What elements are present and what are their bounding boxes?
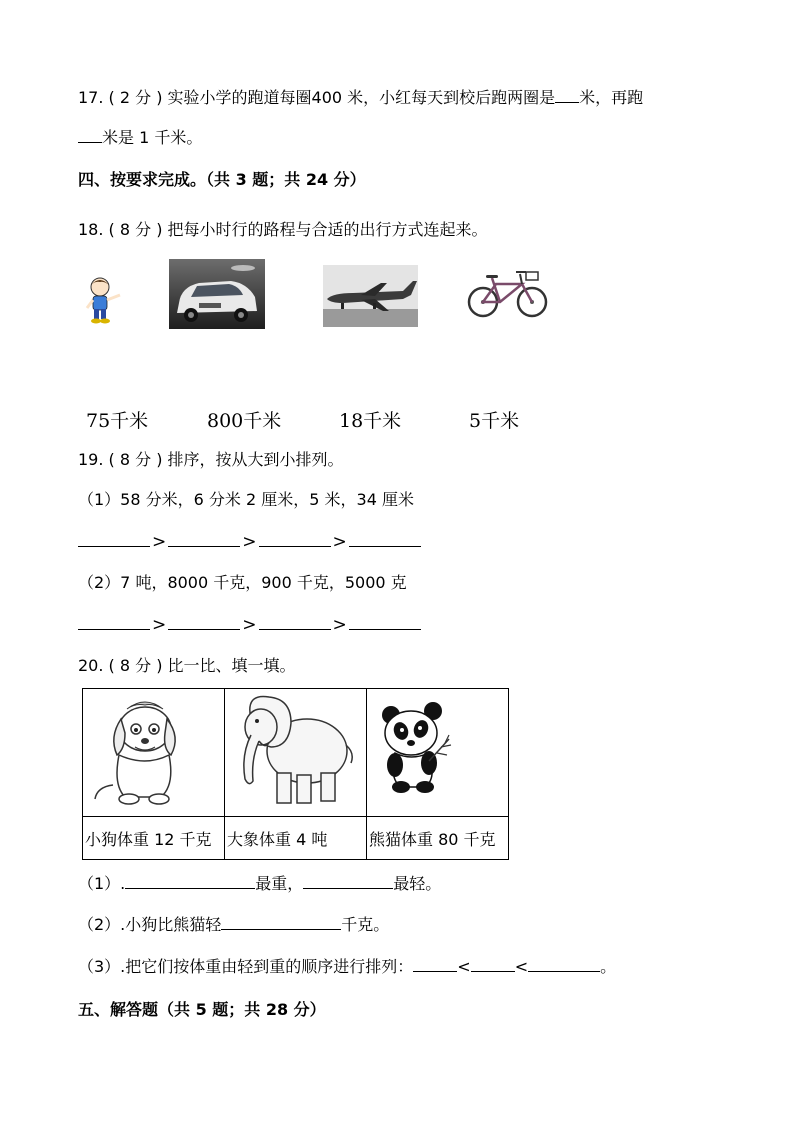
- greater-than-symbol: >: [332, 615, 347, 635]
- q20-sub2: [78, 913, 389, 937]
- panda-icon: [367, 689, 508, 816]
- q20-sub3-blank-1[interactable]: [413, 955, 457, 972]
- q19-answer-row-2: [78, 613, 421, 637]
- q17-line1: [78, 86, 643, 110]
- greater-than-symbol: >: [332, 532, 347, 552]
- animal-weight-table: [82, 688, 509, 860]
- elephant-cell: [225, 689, 367, 817]
- q19-2-blank-1[interactable]: [78, 613, 150, 630]
- q19-part1: （1）58 分米，6 分米 2 厘米，5 米，34 厘米: [78, 490, 414, 509]
- q20-sub3-blank-3[interactable]: [528, 955, 600, 972]
- q19-1-blank-1[interactable]: [78, 530, 150, 547]
- greater-than-symbol: >: [152, 532, 167, 552]
- panda-weight-caption: 熊猫体重 80 千克: [367, 817, 509, 860]
- q19-2-blank-4[interactable]: [349, 613, 421, 630]
- dog-weight-caption: 小狗体重 12 千克: [83, 817, 225, 860]
- q19-1-blank-4[interactable]: [349, 530, 421, 547]
- panda-cell: [367, 689, 509, 817]
- q18-text: 18. ( 8 分 ) 把每小时行的路程与合适的出行方式连起来。: [78, 220, 488, 239]
- q20-sub3-blank-2[interactable]: [471, 955, 515, 972]
- q19-1-blank-2[interactable]: [168, 530, 240, 547]
- q17-blank-1[interactable]: [555, 86, 579, 103]
- q17-text: 17. ( 2 分 ) 实验小学的跑道每圈400 米，小红每天到校后跑两圈是: [78, 88, 556, 107]
- airplane-image: [323, 265, 418, 327]
- q20-sub3-end: 。: [600, 957, 617, 976]
- q20-sub1-label: （1）.: [78, 874, 126, 893]
- less-than-symbol: <: [457, 957, 471, 976]
- q17-text-b: 米，再跑: [579, 88, 644, 107]
- q20-sub2-label: （2）.小狗比熊猫轻: [78, 915, 222, 934]
- distance-label-3: 18千米: [339, 410, 402, 432]
- less-than-symbol: <: [514, 957, 529, 976]
- q20-sub3: [78, 955, 616, 979]
- greater-than-symbol: >: [152, 615, 167, 635]
- elephant-weight-caption: 大象体重 4 吨: [225, 817, 367, 860]
- section5-title: 五、解答题（共 5 题；共 28 分）: [78, 1000, 326, 1019]
- distance-label-4: 5千米: [469, 410, 520, 432]
- greater-than-symbol: >: [242, 615, 257, 635]
- dog-cell: [83, 689, 225, 817]
- q19-text: 19. ( 8 分 ) 排序，按从大到小排列。: [78, 450, 344, 469]
- q17-line2: [78, 126, 202, 150]
- q20-sub1-blank-2[interactable]: [303, 872, 393, 889]
- child-walking-image: [80, 275, 126, 325]
- q20-text: 20. ( 8 分 ) 比一比、填一填。: [78, 656, 296, 675]
- q19-part2: （2）7 吨，8000 千克，900 千克，5000 克: [78, 573, 407, 592]
- q17-blank-2[interactable]: [78, 126, 102, 143]
- q19-2-blank-3[interactable]: [259, 613, 331, 630]
- q17-text-c: 米是 1 千米。: [102, 128, 203, 147]
- section4-title: 四、按要求完成。（共 3 题；共 24 分）: [78, 170, 366, 189]
- distance-label-2: 800千米: [207, 410, 282, 432]
- bicycle-image: [466, 266, 550, 320]
- greater-than-symbol: >: [242, 532, 257, 552]
- q20-sub1-heaviest: 最重，: [255, 874, 304, 893]
- dog-icon: [83, 689, 224, 816]
- elephant-icon: [225, 689, 360, 816]
- distance-label-1: 75千米: [86, 410, 149, 432]
- q19-1-blank-3[interactable]: [259, 530, 331, 547]
- q20-sub2-unit: 千克。: [341, 915, 390, 934]
- q20-sub3-label: （3）.把它们按体重由轻到重的顺序进行排列：: [78, 957, 414, 976]
- q19-answer-row-1: [78, 530, 421, 554]
- q20-sub1-lightest: 最轻。: [393, 874, 442, 893]
- car-image: [169, 259, 265, 329]
- q19-2-blank-2[interactable]: [168, 613, 240, 630]
- q20-sub1-blank-1[interactable]: [125, 872, 255, 889]
- q20-sub1: [78, 872, 441, 896]
- q20-sub2-blank[interactable]: [221, 913, 341, 930]
